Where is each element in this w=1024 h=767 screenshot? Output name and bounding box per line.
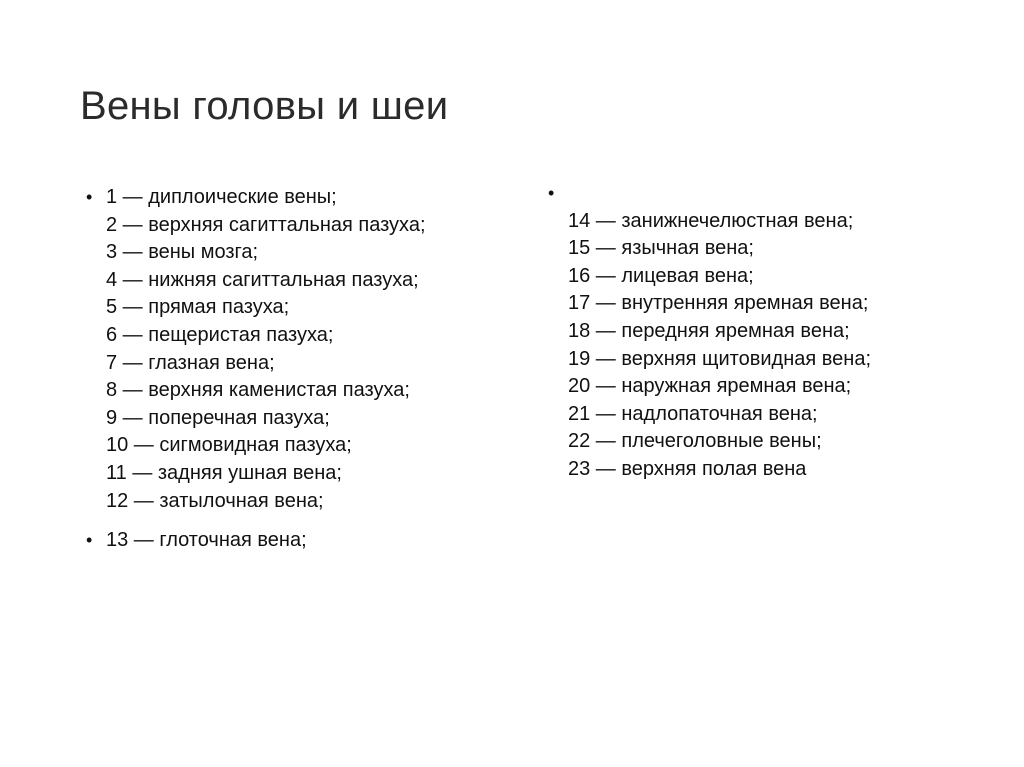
list-line: 21 — надлопаточная вена; [568, 402, 818, 425]
list-line: 17 — внутренняя яремная вена; [568, 292, 869, 315]
list-line: 14 — занижнечелюстная вена; [568, 209, 854, 232]
list-line: 1 — диплоические вены; [106, 186, 337, 208]
list-line: 23 — верхняя полая вена [568, 457, 807, 480]
bullet-dot-icon: • [86, 187, 93, 207]
right-column [548, 180, 988, 484]
list-line: 12 — затылочная вена; [106, 489, 324, 512]
slide-title: Вены головы и шеи [80, 84, 449, 128]
left-column [86, 184, 526, 555]
list-line: 7 — глазная вена; [106, 351, 275, 374]
list-line: 19 — верхняя щитовидная вена; [568, 347, 871, 370]
list-line: 6 — пещеристая пазуха; [106, 323, 334, 346]
list-line: 10 — сигмовидная пазуха; [106, 434, 352, 457]
list-line: 2 — верхняя сагиттальная пазуха; [106, 213, 426, 236]
empty-bullet-line [568, 180, 988, 208]
list-line: 3 — вены мозга; [106, 241, 259, 264]
list-line: 9 — поперечная пазуха; [106, 406, 330, 429]
list-line: 11 — задняя ушная вена; [106, 461, 342, 484]
list-line: 16 — лицевая вена; [568, 264, 754, 287]
bullet-item-veins-1-12 [86, 184, 526, 515]
bullet-item-veins-14-23 [548, 180, 988, 484]
bullet-dot-icon: • [86, 530, 93, 551]
list-line: 13 — глоточная вена; [106, 529, 307, 552]
list-line: 15 — язычная вена; [568, 237, 754, 260]
list-line: 20 — наружная яремная вена; [568, 375, 852, 398]
list-line: 4 — нижняя сагиттальная пазуха; [106, 268, 419, 291]
list-line: 5 — прямая пазуха; [106, 296, 290, 319]
bullet-dot-icon: • [548, 183, 555, 203]
list-line: 8 — верхняя каменистая пазуха; [106, 379, 410, 402]
bullet-item-vein-13 [86, 527, 526, 555]
list-line: 18 — передняя яремная вена; [568, 319, 850, 342]
list-line: 22 — плечеголовные вены; [568, 430, 822, 453]
